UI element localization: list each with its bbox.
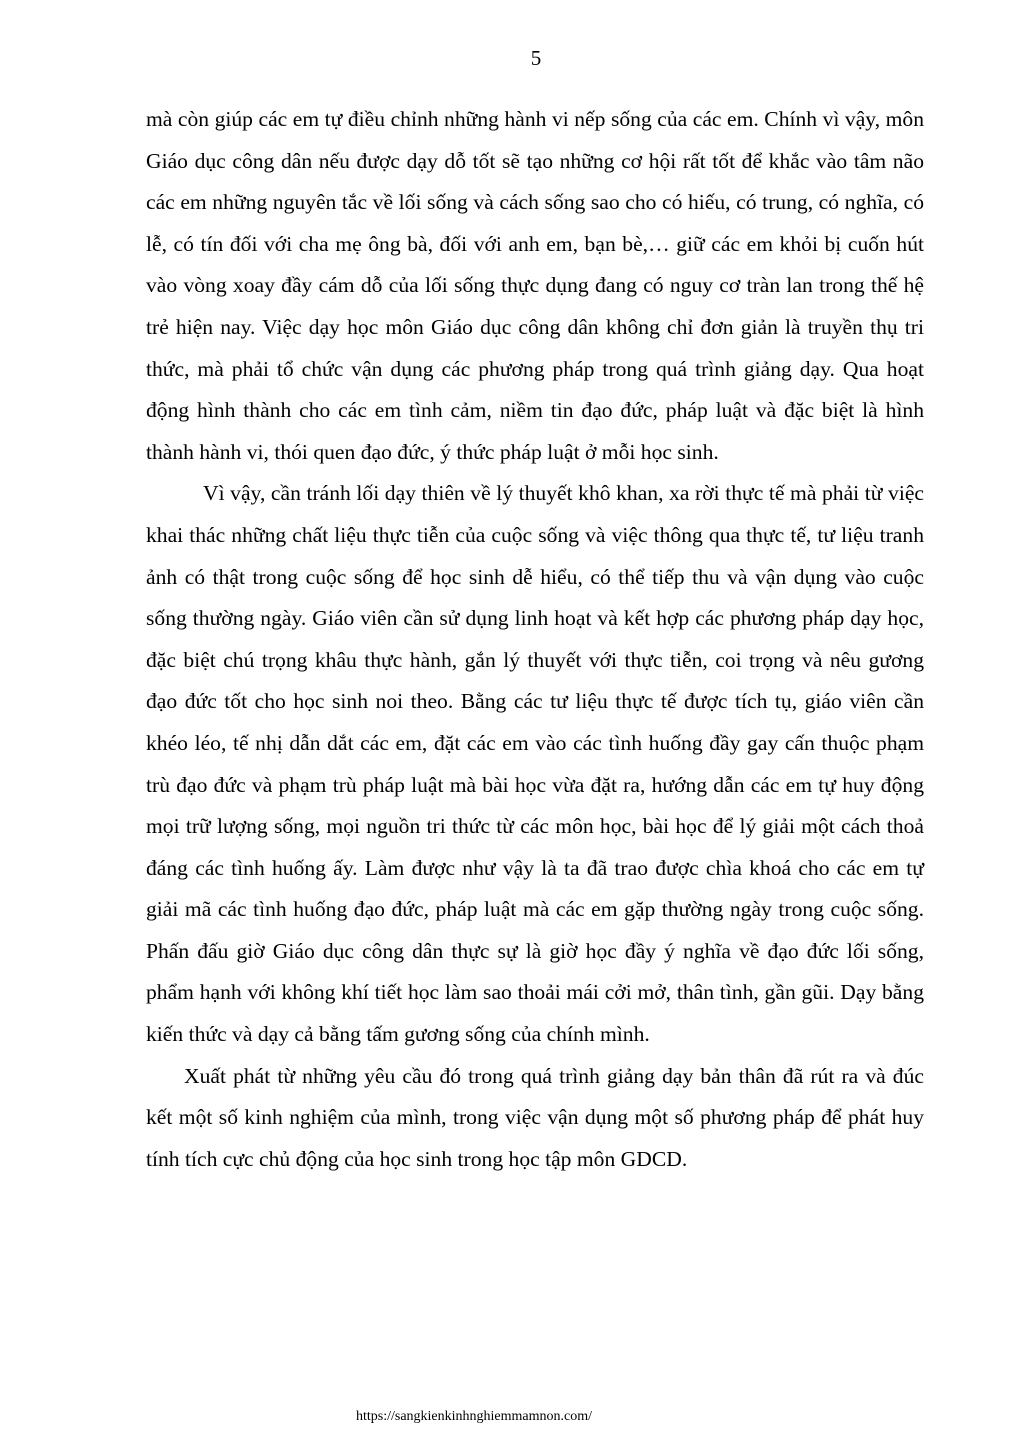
paragraph-2: Vì vậy, cần tránh lối dạy thiên về lý thuyết khô khan, xa rời thực tế mà phải từ việc khai thác những chất liệu thực tiễn của cuộc sống và việc thông qua thực tế, tư liệu tranh ảnh có thật trong cuộc sống để học sinh dễ hiểu, có thể tiếp thu và vận dụng vào cuộc sống thường ngày. Giáo viên cần sử dụng linh hoạt và kết hợp các phương pháp dạy học, đặc biệt chú trọng khâu thực hành, gắn lý thuyết với thực tiễn, coi trọng và nêu gương đạo đức tốt cho học sinh noi theo. Bằng các tư liệu thực tế được tích tụ, giáo viên cần khéo léo, tế nhị dẫn dắt các em, đặt các em vào các tình huống đầy gay cấn thuộc phạm trù đạo đức và phạm trù pháp luật mà bài học vừa đặt ra, hướng dẫn các em tự huy động mọi trữ lượng sống, mọi nguồn tri thức từ các môn học, bài học để lý giải một cách thoả đáng các tình huống ấy. Làm được như vậy là ta đã trao được chìa khoá cho các em tự giải mã các tình huống đạo đức, pháp luật mà các em gặp thường ngày trong cuộc sống. Phấn đấu giờ Giáo dục công dân thực sự là giờ học đầy ý nghĩa về đạo đức lối sống, phẩm hạnh với không khí tiết học làm sao thoải mái cởi mở, thân tình, gần gũi. Dạy bằng kiến thức và dạy cả bằng tấm gương sống của chính mình.: [146, 481, 924, 1047]
page-number: 5: [530, 46, 542, 70]
document-body: [146, 99, 924, 1180]
paragraph-3: Xuất phát từ những yêu cầu đó trong quá trình giảng dạy bản thân đã rút ra và đúc kết một số kinh nghiệm của mình, trong việc vận dụng một số phương pháp để phát huy tính tích cực chủ động của học sinh trong học tập môn GDCD.: [146, 1063, 924, 1171]
footer-url: https://sangkienkinhnghiemmamnon.com/: [355, 1409, 593, 1424]
paragraph-1: mà còn giúp các em tự điều chỉnh những hành vi nếp sống của các em. Chính vì vậy, môn Giáo dục công dân nếu được dạy dỗ tốt sẽ tạo những cơ hội rất tốt để khắc vào tâm não các em những nguyên tắc về lối sống và cách sống sao cho có hiếu, có trung, có nghĩa, có lễ, có tín đối với cha mẹ ông bà, đối với anh em, bạn bè,… giữ các em khỏi bị cuốn hút vào vòng xoay đầy cám dỗ của lối sống thực dụng đang có nguy cơ tràn lan trong thế hệ trẻ hiện nay. Việc dạy học môn Giáo dục công dân không chỉ đơn giản là truyền thụ tri thức, mà phải tổ chức vận dụng các phương pháp trong quá trình giảng dạy. Qua hoạt động hình thành cho các em tình cảm, niềm tin đạo đức, pháp luật và đặc biệt là hình thành hành vi, thói quen đạo đức, ý thức pháp luật ở mỗi học sinh.: [146, 107, 924, 464]
